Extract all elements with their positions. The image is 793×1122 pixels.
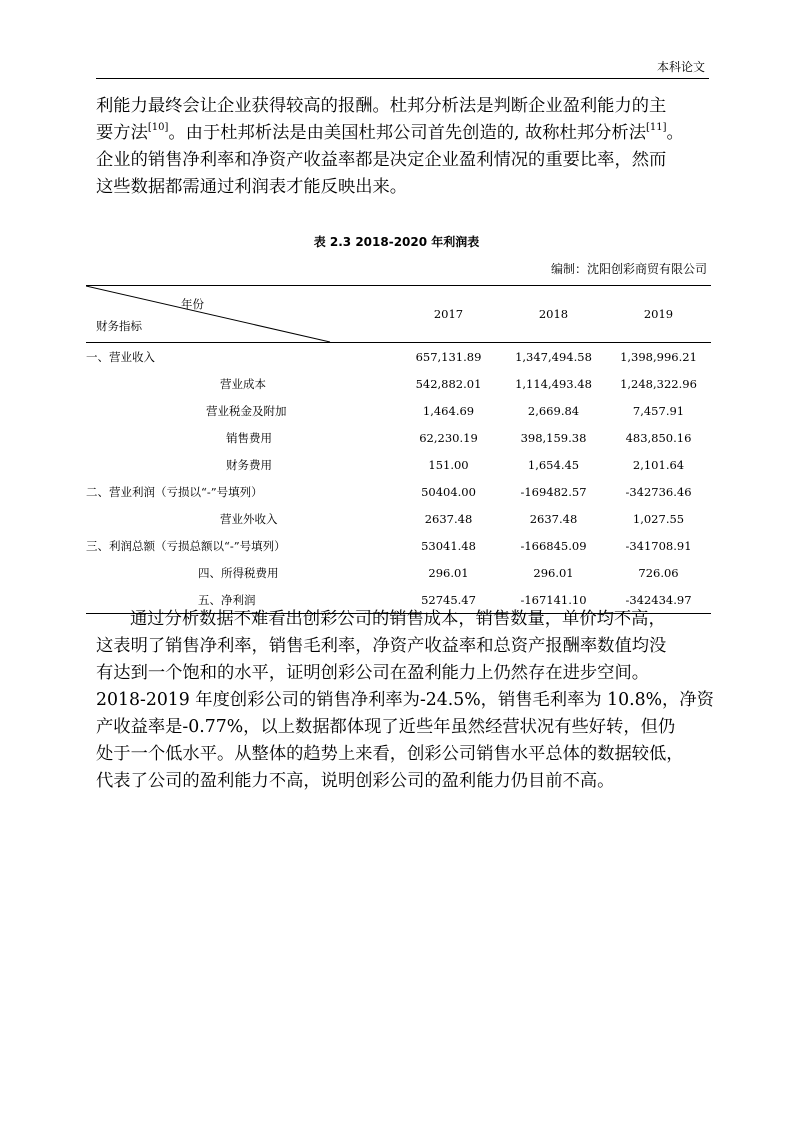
table-cell: 2637.48 — [424, 511, 473, 526]
table-cell: 53041.48 — [421, 538, 476, 553]
table-cell: -342434.97 — [625, 592, 692, 607]
table-cell: 62,230.19 — [419, 430, 478, 445]
table-cell: 483,850.16 — [625, 430, 692, 445]
table-cell: -342736.46 — [625, 484, 692, 499]
table-cell: 296.01 — [428, 565, 469, 580]
table-cell: 1,248,322.96 — [620, 376, 697, 391]
row-label: 营业税金及附加 — [206, 403, 287, 418]
table-cell: 2637.48 — [529, 511, 578, 526]
paragraph-analysis — [96, 606, 718, 795]
paragraph-line: 利能力最终会让企业获得较高的报酬。杜邦分析法是判断企业盈利能力的主 — [96, 96, 667, 116]
table-cell: 657,131.89 — [415, 349, 482, 364]
row-label: 财务费用 — [226, 457, 272, 472]
table-source: 编制：沈阳创彩商贸有限公司 — [550, 262, 707, 276]
table-row — [86, 532, 711, 559]
header-rule — [96, 78, 709, 79]
table-cell: -166845.09 — [520, 538, 587, 553]
paragraph-line: 代表了公司的盈利能力不高，说明创彩公司的盈利能力仍目前不高。 — [96, 771, 615, 791]
corner-header-metric: 财务指标 — [96, 319, 142, 333]
table-cell: 296.01 — [533, 565, 574, 580]
paragraph-line: 通过分析数据不难看出创彩公司的销售成本，销售数量，单价均不高， — [130, 609, 666, 629]
table-row — [86, 451, 711, 478]
paragraph-line: 有达到一个饱和的水平，证明创彩公司在盈利能力上仍然存在进步空间。 — [96, 663, 650, 683]
table-cell: 2,669.84 — [527, 403, 580, 418]
table-cell: 1,398,996.21 — [620, 349, 697, 364]
text-span: 。 — [666, 123, 684, 143]
year-header-cell: 2017 — [433, 307, 464, 321]
table-cell: 398,159.38 — [520, 430, 587, 445]
page-header-label: 本科论文 — [656, 60, 705, 74]
table-cell: 50404.00 — [421, 484, 476, 499]
table-caption: 表 2.3 2018-2020 年利润表 — [313, 235, 480, 249]
income-statement-table — [86, 285, 711, 614]
paragraph-line — [96, 120, 718, 147]
table-cell: -167141.10 — [520, 592, 587, 607]
table-cell: 1,347,494.58 — [515, 349, 592, 364]
table-cell: -169482.57 — [520, 484, 587, 499]
year-header-cell: 2019 — [643, 307, 674, 321]
table-row — [86, 424, 711, 451]
corner-header-cell — [86, 286, 396, 343]
table-row — [86, 370, 711, 397]
table-row — [86, 505, 711, 532]
table-header-row — [86, 286, 711, 343]
table-cell: 52745.47 — [421, 592, 476, 607]
table-cell: 7,457.91 — [632, 403, 685, 418]
table-cell: 1,114,493.48 — [515, 376, 592, 391]
table-cell: 542,882.01 — [415, 376, 482, 391]
row-label: 五、净利润 — [198, 592, 256, 607]
row-label: 销售费用 — [226, 430, 272, 445]
row-label: 营业外收入 — [220, 511, 278, 526]
citation-ref[interactable]: [11] — [645, 122, 667, 134]
paragraph-line: 产收益率是-0.77%，以上数据都体现了近些年虽然经营状况有些好转，但仍 — [96, 717, 676, 737]
table-row — [86, 343, 711, 371]
paragraph-line: 2018-2019 年度创彩公司的销售净利率为-24.5%，销售毛利率为 10.8%，净资 — [96, 690, 714, 710]
paragraph-intro — [96, 93, 718, 201]
table-cell: -341708.91 — [625, 538, 692, 553]
data-table — [86, 285, 711, 614]
paragraph-line: 企业的销售净利率和净资产收益率都是决定企业盈利情况的重要比率，然而 — [96, 150, 667, 170]
row-label: 营业成本 — [220, 376, 266, 391]
table-cell: 2,101.64 — [632, 457, 685, 472]
table-row — [86, 397, 711, 424]
table-row — [86, 559, 711, 586]
table-cell: 1,464.69 — [422, 403, 475, 418]
table-cell: 1,027.55 — [632, 511, 685, 526]
row-label: 一、营业收入 — [86, 349, 155, 364]
paragraph-line: 处于一个低水平。从整体的趋势上来看，创彩公司销售水平总体的数据较低， — [96, 744, 684, 764]
paragraph-line: 这表明了销售净利率，销售毛利率，净资产收益率和总资产报酬率数值均没 — [96, 636, 667, 656]
row-label: 四、所得税费用 — [198, 565, 279, 580]
table-cell: 1,654.45 — [527, 457, 580, 472]
table-cell: 726.06 — [638, 565, 679, 580]
text-span: 要方法 — [96, 123, 148, 143]
year-header-cell: 2018 — [538, 307, 569, 321]
table-cell: 151.00 — [428, 457, 469, 472]
paragraph-line: 这些数据都需通过利润表才能反映出来。 — [96, 177, 408, 197]
row-label: 二、营业利润（亏损以“-”号填列） — [86, 484, 263, 499]
row-label: 三、利润总额（亏损总额以“-”号填列） — [86, 538, 286, 553]
citation-ref[interactable]: [10] — [147, 122, 169, 134]
table-row — [86, 478, 711, 505]
corner-header-year: 年份 — [181, 297, 204, 311]
text-span: 。由于杜邦析法是由美国杜邦公司首先创造的, 故称杜邦分析法 — [168, 123, 646, 143]
